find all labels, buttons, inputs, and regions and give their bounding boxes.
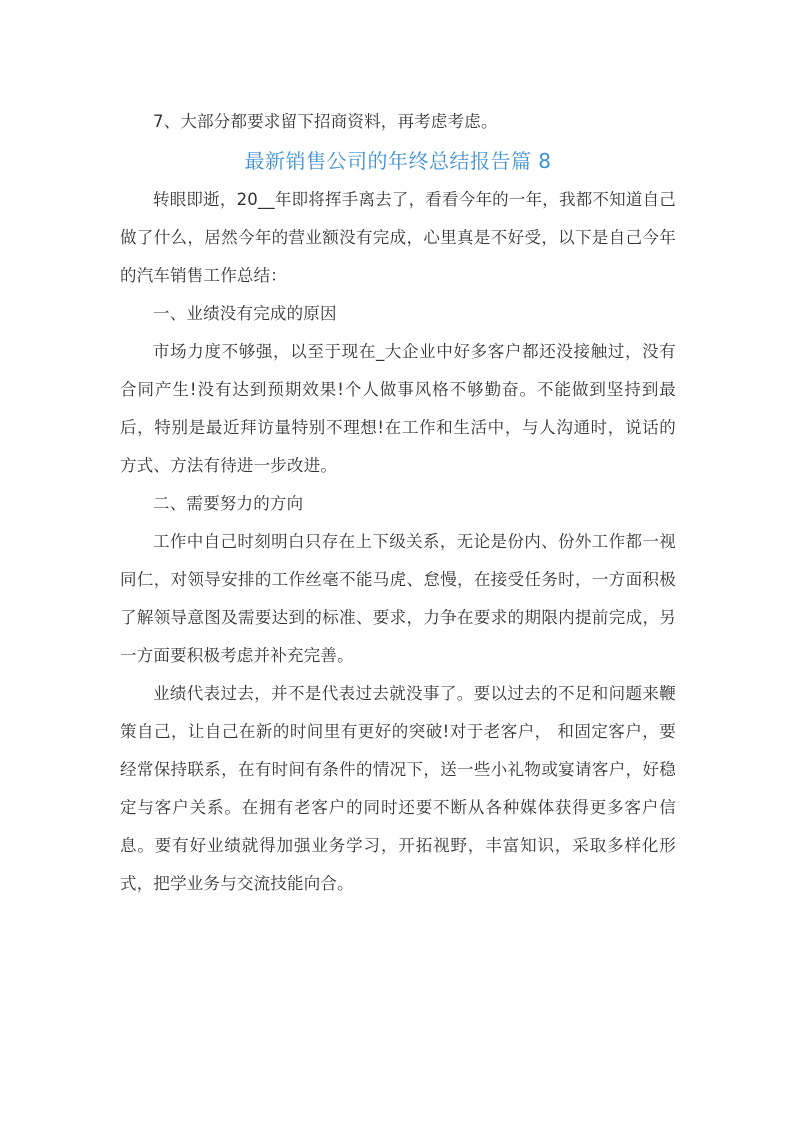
document-page	[120, 103, 676, 903]
reasons-paragraph: 市场力度不够强，以至于现在_大企业中好多客户都还没接触过，没有合同产生!没有达到预期效果!个人做事风格不够勤奋。不能做到坚持到最后，特别是最近拜访量特别不理想!在工作和生活中，与人沟通时，说话的方式、方法有待进一步改进。	[120, 342, 676, 475]
intro-paragraph: 转眼即逝，20__年即将挥手离去了，看看今年的一年，我都不知道自己做了什么，居然今年的营业额没有完成，心里真是不好受，以下是自己今年的汽车销售工作总结：	[120, 190, 676, 285]
section-title: 最新销售公司的年终总结报告篇 8	[244, 149, 552, 173]
heading-direction: 二、需要努力的方向	[153, 494, 304, 513]
heading-reasons: 一、业绩没有完成的原因	[153, 304, 337, 323]
list-item-7: 7、大部分都要求留下招商资料，再考虑考虑。	[153, 112, 498, 131]
performance-paragraph: 业绩代表过去，并不是代表过去就没事了。要以过去的不足和问题来鞭策自己，让自己在新的时间里有更好的突破!对于老客户， 和固定客户，要经常保持联系，在有时间有条件的情况下，送一些小礼物或宴请客户，好稳定与客户关系。在拥有老客户的同时还要不断从各种媒体获得更多客户信息。要有好业绩就得加强业务学习，开拓视野，丰富知识，采取多样化形式，把学业务与交流技能向合。	[120, 684, 676, 893]
direction-paragraph: 工作中自己时刻明白只存在上下级关系，无论是份内、份外工作都一视同仁，对领导安排的工作丝毫不能马虎、怠慢，在接受任务时，一方面积极了解领导意图及需要达到的标准、要求，力争在要求的期限内提前完成，另一方面要积极考虑并补充完善。	[120, 532, 676, 665]
